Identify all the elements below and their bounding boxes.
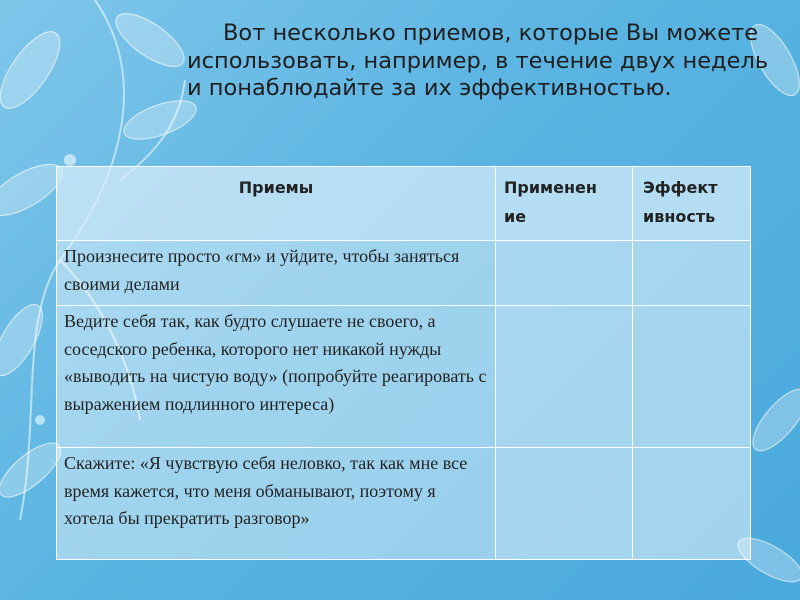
header-application-line1: Применен bbox=[504, 178, 597, 197]
table-row bbox=[57, 448, 751, 560]
application-cell[interactable] bbox=[496, 306, 633, 448]
techniques-table bbox=[56, 166, 751, 560]
effectiveness-cell[interactable] bbox=[633, 306, 751, 448]
table-row bbox=[57, 241, 751, 306]
table-header-row bbox=[57, 167, 751, 241]
header-effectiveness bbox=[633, 167, 751, 241]
table-row bbox=[57, 306, 751, 448]
header-methods: Приемы bbox=[57, 167, 496, 241]
application-cell[interactable] bbox=[496, 241, 633, 306]
intro-text: Вот несколько приемов, которые Вы можете использовать, например, в течение двух недель и понаблюдайте за их эффективностью. bbox=[187, 20, 769, 101]
effectiveness-cell[interactable] bbox=[633, 448, 751, 560]
method-cell: Ведите себя так, как будто слушаете не своего, а соседского ребенка, которого нет никакой нужды «выводить на чистую воду» (попробуйте реагировать с выражением подлинного интереса) bbox=[57, 306, 496, 448]
application-cell[interactable] bbox=[496, 448, 633, 560]
effectiveness-cell[interactable] bbox=[633, 241, 751, 306]
header-application-line2: ие bbox=[504, 207, 527, 226]
method-cell: Скажите: «Я чувствую себя неловко, так как мне все время кажется, что меня обманывают, поэтому я хотела бы прекратить разговор» bbox=[57, 448, 496, 560]
header-effectiveness-line2: ивность bbox=[643, 207, 716, 226]
header-application bbox=[496, 167, 633, 241]
header-effectiveness-line1: Эффект bbox=[643, 178, 718, 197]
method-cell: Произнесите просто «гм» и уйдите, чтобы заняться своими делами bbox=[57, 241, 496, 306]
